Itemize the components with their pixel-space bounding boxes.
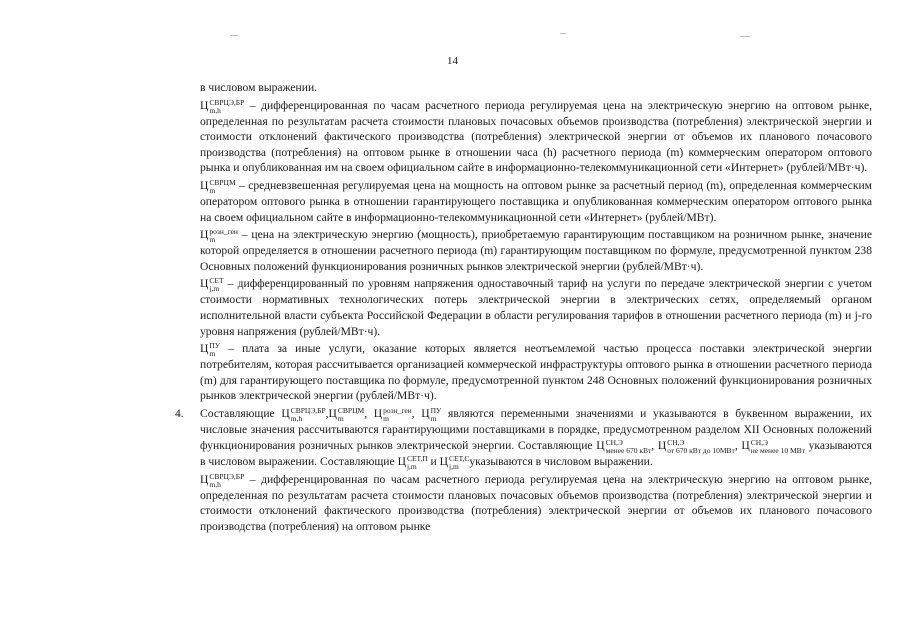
item-number: 4. [175,406,184,420]
definition-svrcm [200,178,872,225]
scan-artifact [740,36,750,37]
symbol-fee-pu: Ц ПУ m [421,405,442,423]
symbol-price-svrc-eb: Ц СВРЦЭ,БР m,h [281,405,326,423]
symbol-sn-670-10: Ц СН,Э от 670 кВт до 10МВт [657,437,735,455]
definition-svrc-eb [200,98,872,176]
symbol-fee-pu: Ц ПУ m [200,341,221,359]
definition-text: – дифференцированная по часам расчетного периода регулируемая цена на электрическую энергию на оптовом рынке, определенная по результатам расчета стоимости плановых почасовых объемов производства (потребления) электрической энергии и стоимости отклонений фактического производства (потребления) электрической энергии от объемов их планового почасового производства (потребления) на оптовом рынке [200,472,872,533]
page-number: 14 [447,55,458,67]
definition-text: – плата за иные услуги, оказание которых является неотъемлемой частью процесса поставки электрической энергии потребителям, которая рассчитывается организацией коммерческой инфраструктуры оптового рынка в отношении расчетного периода (m) для гарантирующего поставщика по формуле, предусмотренной пунктом 248 Основных положений функционирования розничных рынков электрической энергии (рублей/МВт·ч). [200,342,872,403]
symbol-set-p: Ц СЕТ,П j,m [397,453,428,471]
symbol-price-svrcm: Ц СВРЦМ m [200,177,236,195]
symbol-price-svrcm: Ц СВРЦМ m [328,405,365,423]
numbered-item-4: 4. Составляющие Ц СВРЦЭ,БР m,h ,Ц СВРЦМ m , Ц розн_ген m , Ц ПУ m являются переменными значениями и указываются в буквенном выражении, их числовые значения рассчитываются гарантирующими поставщиками в порядке, предусмотренном разделом XII Основных положений функционирования розничных рынков электрической энергии. Составляющие Ц СН,Э менее 670 кВт , Ц СН,Э от 670 кВт до 10МВт , Ц СН,Э не менее 10 МВт указываются в числовом выражении. Составляющие Ц СЕТ,П j,m и Ц СЕТ,С j,m указываются в числовом выражении. [175,405,873,471]
definition-svrc-eb-repeat [200,472,872,535]
symbol-sn-over-10: Ц СН,Э не менее 10 МВт [741,437,805,455]
symbol-price-rozn-gen: Ц розн_ген m [200,227,238,245]
scan-artifact [230,35,238,36]
symbol-sn-less-670: Ц СН,Э менее 670 кВт [596,437,652,455]
definition-text: – дифференцированный по уровням напряжения одноставочный тариф на услуги по передаче электрической энергии с учетом стоимости нормативных технологических потерь электрической энергии в электрических сетях, определяемый органом исполнительной власти субъекта Российской Федерации в области регулирования тарифов в отношении расчетного периода (m) и j-го уровня напряжения (рублей/МВт·ч). [200,277,872,338]
scan-artifact [560,33,566,34]
paragraph-text: в числовом выражении. [200,81,318,94]
symbol-price-svrc-eb: Ц СВРЦЭ,БР m,h [200,97,245,115]
document-body [175,80,873,534]
definition-set [200,276,872,339]
symbol-set-c: Ц СЕТ,С j,m [439,453,470,471]
definition-rozn-gen [200,227,872,274]
symbol-tariff-set: Ц СЕТ j,m [200,276,224,294]
definition-text: – средневзвешенная регулируемая цена на мощность на оптовом рынке за расчетный период (m), определенная коммерческим оператором оптового рынка в отношении гарантирующего поставщика и опубликованная коммерческим оператором оптового рынка на своем официальном сайте в информационно-телекоммуникационной сети «Интернет» (рублей/МВт). [200,178,872,224]
definition-text: – цена на электрическую энергию (мощность), приобретаемую гарантирующим поставщиком на розничном рынке, значение которой определяется в отношении расчетного периода (m) гарантирующим поставщиком по формуле, предусмотренной пунктом 238 Основных положений функционирования розничных рынков электрической энергии (рублей/МВт·ч). [200,228,872,273]
definition-text: – дифференцированная по часам расчетного периода регулируемая цена на электрическую энергию на оптовом рынке, определенная по результатам расчета стоимости плановых почасовых объемов производства (потребления) электрической энергии и стоимости отклонений фактического производства (потребления) электрической энергии от объемов их планового почасового производства (потребления) на оптовом рынке в отношении часа (h) расчетного периода (m) коммерческим оператором оптового рынка и опубликованная им на своем официальном сайте в информационно-телекоммуникационной сети «Интернет» (рублей/МВт·ч). [200,98,872,175]
definition-pu [200,341,872,404]
paragraph-intro [200,80,872,96]
symbol-price-rozn-gen: Ц розн_ген m [373,405,412,423]
symbol-price-svrc-eb: Ц СВРЦЭ,БР m,h [200,471,245,489]
